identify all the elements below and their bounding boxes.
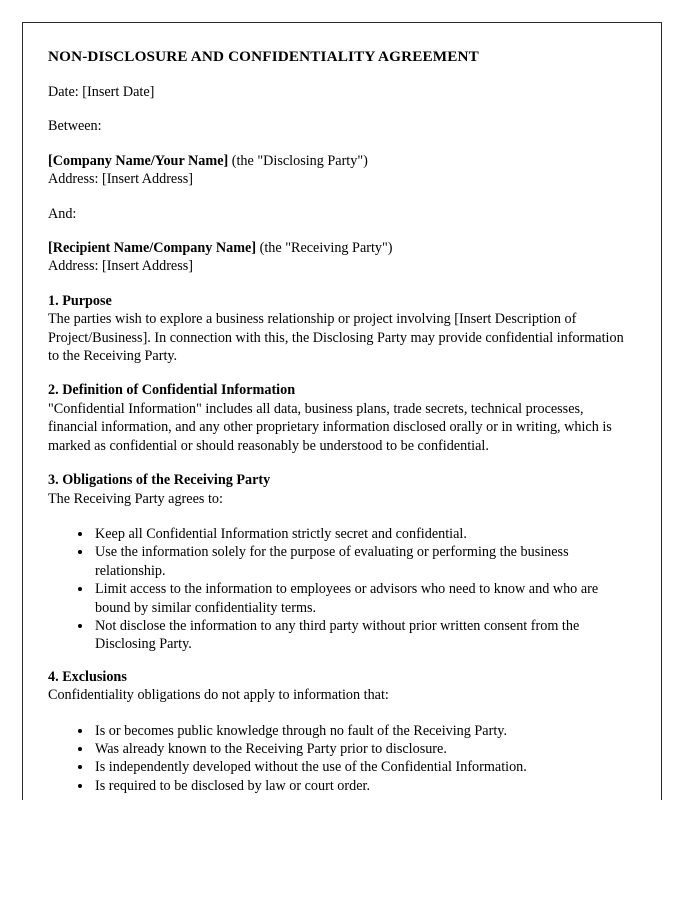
section-exclusions [48,668,629,795]
section-heading: 1. Purpose [48,292,112,309]
list-item: • Not disclose the information to any third party without prior written consent from the Disclosing Party. [93,617,629,654]
list-item: • Use the information solely for the purpose of evaluating or performing the business relationship. [93,543,629,580]
list-item: • Keep all Confidential Information strictly secret and confidential. [93,525,629,543]
disclosing-party-address: Address: [Insert Address] [48,171,193,188]
date-line: Date: [Insert Date] [48,84,155,100]
section-body: The parties wish to explore a business relationship or project involving [Insert Description of Project/Business]. In connection with this, the Disclosing Party may provide confidential information to the Receiving Party. [48,311,624,365]
exclusions-list [48,722,629,796]
document-content [23,23,661,795]
receiving-party-name: [Recipient Name/Company Name] [48,240,257,257]
list-item: • Limit access to the information to employees or advisors who need to know and who are bound by similar confidentiality terms. [93,580,629,617]
and-label: And: [48,205,77,222]
disclosing-party-block [48,152,629,189]
between-label: Between: [48,118,102,135]
list-item: • Was already known to the Receiving Party prior to disclosure. [93,740,629,758]
section-obligations [48,471,629,654]
section-body: "Confidential Information" includes all data, business plans, trade secrets, technical processes, financial information, and any other proprietary information disclosed orally or in writing, which is marked as confidential or should reasonably be understood to be confidential. [48,400,612,454]
receiving-party-block [48,239,629,276]
section-body: The Receiving Party agrees to: [48,490,223,507]
section-purpose [48,292,629,366]
receiving-party-address: Address: [Insert Address] [48,258,193,275]
section-heading: 3. Obligations of the Receiving Party [48,472,271,489]
list-item: • Is independently developed without the use of the Confidential Information. [93,758,629,776]
page-title: NON-DISCLOSURE AND CONFIDENTIALITY AGREEMENT [48,48,479,65]
document-page [22,22,662,800]
section-heading: 4. Exclusions [48,668,127,685]
disclosing-party-role: (the "Disclosing Party") [228,152,368,169]
section-definition [48,381,629,455]
disclosing-party-name: [Company Name/Your Name] [48,152,229,169]
section-body: Confidentiality obligations do not apply to information that: [48,687,389,704]
list-item: • Is or becomes public knowledge through no fault of the Receiving Party. [93,722,629,740]
section-heading: 2. Definition of Confidential Information [48,382,296,399]
obligations-list [48,525,629,654]
list-item: • Is required to be disclosed by law or court order. [93,777,629,795]
receiving-party-role: (the "Receiving Party") [256,240,393,257]
